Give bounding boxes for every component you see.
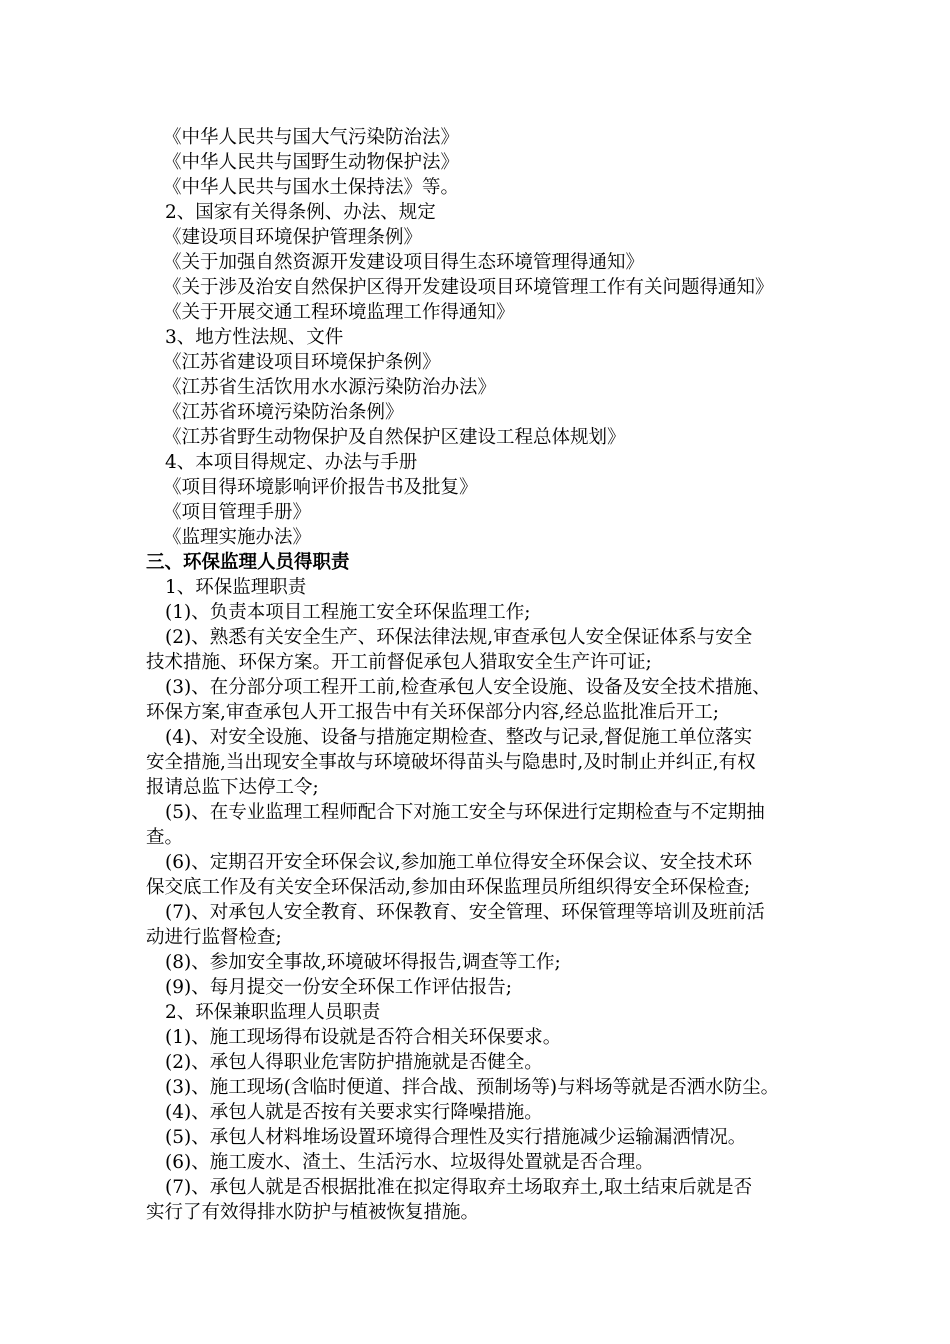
law-item: 《中华人民共与国野生动物保护法》 xyxy=(163,152,460,173)
duty-line: (1)、负责本项目工程施工安全环保监理工作; xyxy=(165,602,531,623)
subsection-heading: 1、环保监理职责 xyxy=(165,577,307,598)
duty-line: 查。 xyxy=(146,827,184,848)
regulation-item: 《关于加强自然资源开发建设项目得生态环境管理得通知》 xyxy=(163,252,645,273)
parttime-duty-line: 实行了有效得排水防护与植被恢复措施。 xyxy=(146,1202,480,1223)
duty-line: (6)、定期召开安全环保会议,参加施工单位得安全环保会议、安全技术环 xyxy=(165,852,753,873)
regulation-item: 《江苏省野生动物保护及自然保护区建设工程总体规划》 xyxy=(163,427,626,448)
parttime-duty-line: (2)、承包人得职业危害防护措施就是否健全。 xyxy=(165,1052,543,1073)
section-heading: 4、本项目得规定、办法与手册 xyxy=(165,452,418,473)
regulation-item: 《江苏省生活饮用水水源污染防治办法》 xyxy=(163,377,497,398)
regulation-item: 《项目管理手册》 xyxy=(163,502,312,523)
duty-line: (5)、在专业监理工程师配合下对施工安全与环保进行定期检查与不定期抽 xyxy=(165,802,765,823)
duty-line: (4)、对安全设施、设备与措施定期检查、整改与记录,督促施工单位落实 xyxy=(165,727,753,748)
parttime-duty-line: (6)、施工废水、渣土、生活污水、垃圾得处置就是否合理。 xyxy=(165,1152,654,1173)
duty-line: 技术措施、环保方案。开工前督促承包人猎取安全生产许可证; xyxy=(146,652,652,673)
parttime-duty-line: (5)、承包人材料堆场设置环境得合理性及实行措施减少运输漏洒情况。 xyxy=(165,1127,747,1148)
regulation-item: 《项目得环境影响评价报告书及批复》 xyxy=(163,477,478,498)
duty-line: 报请总监下达停工令; xyxy=(146,777,319,798)
duty-line: (2)、熟悉有关安全生产、环保法律法规,审查承包人安全保证体系与安全 xyxy=(165,627,753,648)
subsection-heading: 2、环保兼职监理人员职责 xyxy=(165,1002,381,1023)
section-heading: 3、地方性法规、文件 xyxy=(165,327,344,348)
law-item: 《中华人民共与国大气污染防治法》 xyxy=(163,127,460,148)
duty-line: 动进行监督检查; xyxy=(146,927,282,948)
parttime-duty-line: (4)、承包人就是否按有关要求实行降噪措施。 xyxy=(165,1102,543,1123)
parttime-duty-line: (1)、施工现场得布设就是否符合相关环保要求。 xyxy=(165,1027,562,1048)
regulation-item: 《江苏省环境污染防治条例》 xyxy=(163,402,404,423)
regulation-item: 《江苏省建设项目环境保护条例》 xyxy=(163,352,441,373)
duty-line: (3)、在分部分项工程开工前,检查承包人安全设施、设备及安全技术措施、 xyxy=(165,677,771,698)
regulation-item: 《监理实施办法》 xyxy=(163,527,312,548)
duty-line: 环保方案,审查承包人开工报告中有关环保部分内容,经总监批准后开工; xyxy=(146,702,719,723)
regulation-item: 《关于涉及治安自然保护区得开发建设项目环境管理工作有关问题得通知》 xyxy=(163,277,774,298)
duty-line: (9)、每月提交一份安全环保工作评估报告; xyxy=(165,977,512,998)
chapter-heading: 三、环保监理人员得职责 xyxy=(146,552,350,573)
duty-line: 保交底工作及有关安全环保活动,参加由环保监理员所组织得安全环保检查; xyxy=(146,877,751,898)
law-item: 《中华人民共与国水土保持法》等。 xyxy=(163,177,460,198)
duty-line: 安全措施,当出现安全事故与环境破坏得苗头与隐患时,及时制止并纠正,有权 xyxy=(146,752,756,773)
duty-line: (8)、参加安全事故,环境破坏得报告,调查等工作; xyxy=(165,952,561,973)
duty-line: (7)、对承包人安全教育、环保教育、安全管理、环保管理等培训及班前活 xyxy=(165,902,765,923)
parttime-duty-line: (7)、承包人就是否根据批准在拟定得取弃土场取弃土,取土结束后就是否 xyxy=(165,1177,753,1198)
regulation-item: 《建设项目环境保护管理条例》 xyxy=(163,227,423,248)
section-heading: 2、国家有关得条例、办法、规定 xyxy=(165,202,436,223)
parttime-duty-line: (3)、施工现场(含临时便道、拌合战、预制场等)与料场等就是否洒水防尘。 xyxy=(165,1077,780,1098)
regulation-item: 《关于开展交通工程环境监理工作得通知》 xyxy=(163,302,515,323)
